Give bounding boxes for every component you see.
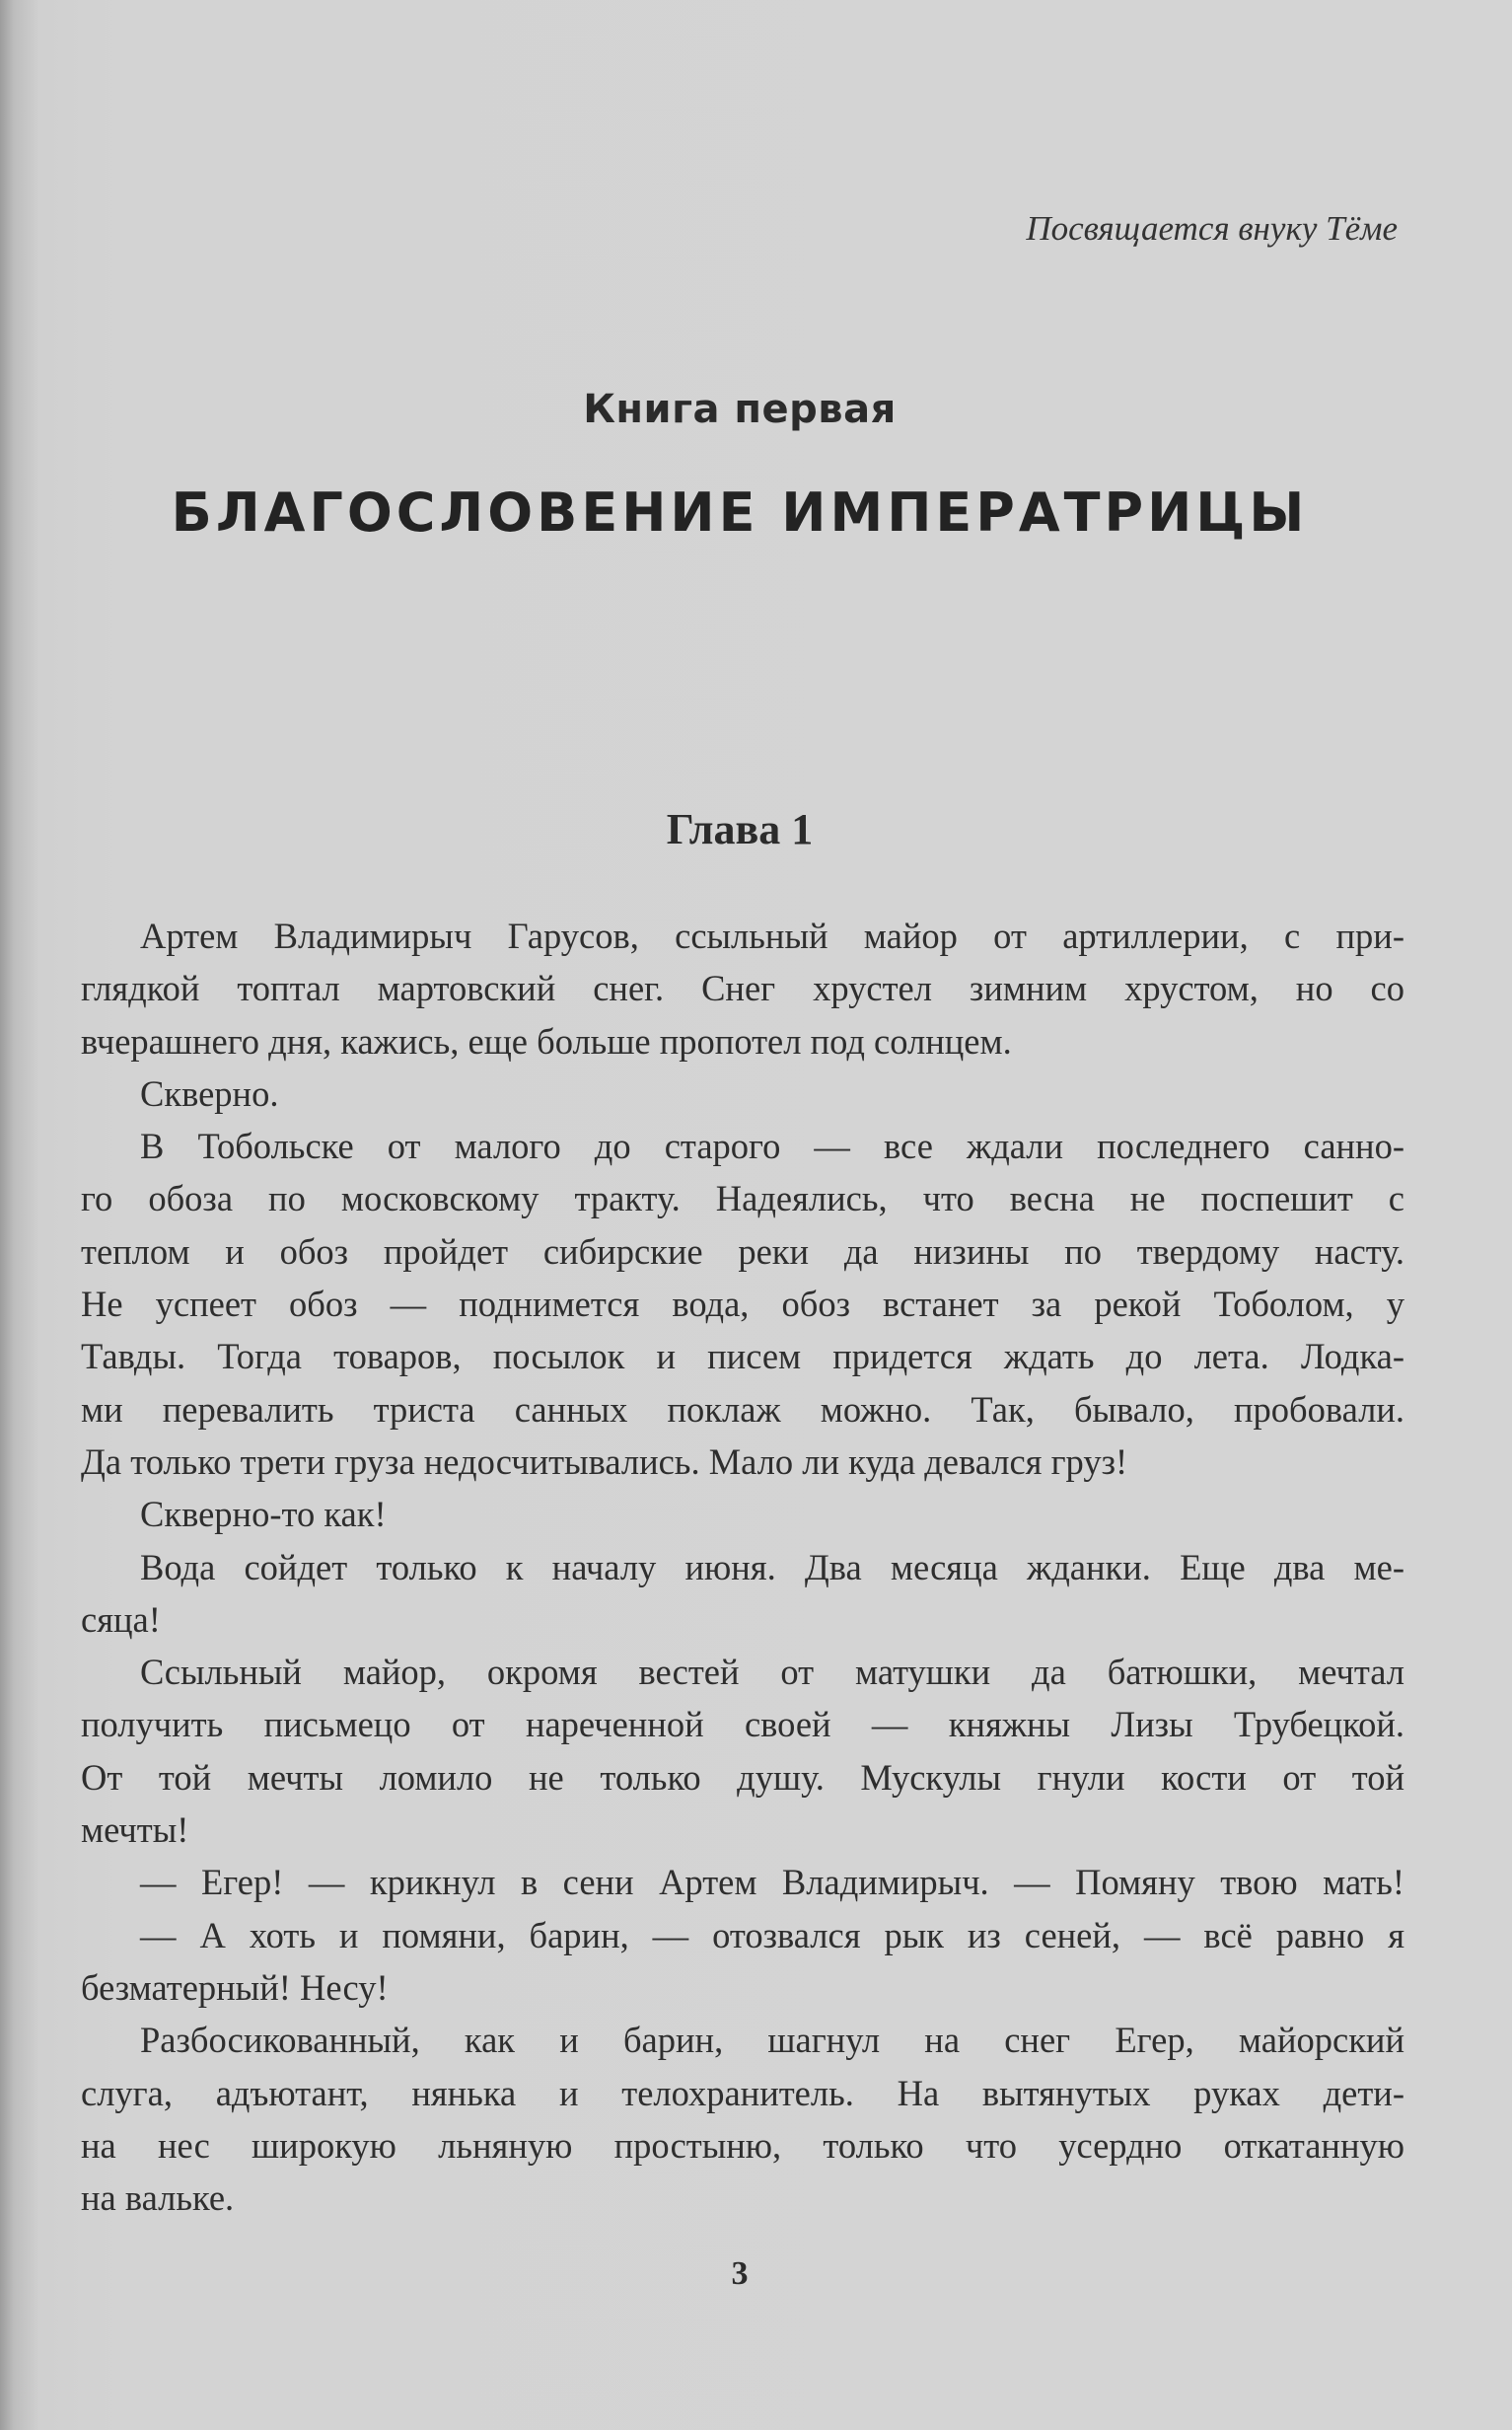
- text-line: слуга, адъютант, нянька и телохранитель. На вытянутых руках дети-: [81, 2072, 1404, 2113]
- text-line: теплом и обоз пройдет сибирские реки да низины по твердому насту.: [81, 1230, 1404, 1272]
- text-line: Да только трети груза недосчитывались. Мало ли куда девался груз!: [81, 1440, 1128, 1482]
- text-line: Не успеет обоз — поднимется вода, обоз встанет за рекой Тоболом, у: [81, 1284, 1404, 1325]
- chapter-title: Глава 1: [666, 805, 814, 853]
- body-text: [81, 910, 1404, 2224]
- text-line: Артем Владимирыч Гарусов, ссыльный майор от артиллерии, с при-: [140, 916, 1404, 956]
- text-line: Скверно-то как!: [140, 1494, 387, 1535]
- text-line: безматерный! Несу!: [81, 1966, 389, 2008]
- page-number: 3: [731, 2255, 749, 2292]
- text-line: вчерашнего дня, кажись, еще больше пропотел под солнцем.: [81, 1020, 1012, 1062]
- text-line: Разбосикованный, как и барин, шагнул на снег Егер, майорский: [140, 2020, 1404, 2061]
- text-line: — Егер! — крикнул в сени Артем Владимирыч. — Помяну твою мать!: [140, 1862, 1404, 1903]
- text-line: го обоза по московскому тракту. Надеялись, что весна не поспешит с: [81, 1178, 1404, 1219]
- text-line: Тавды. Тогда товаров, посылок и писем придется ждать до лета. Лодка-: [81, 1336, 1404, 1377]
- book-title: БЛАГОСЛОВЕНИЕ ИМПЕРАТРИЦЫ: [171, 481, 1309, 544]
- text-line: на вальке.: [81, 2177, 235, 2219]
- text-line: От той мечты ломило не только душу. Мускулы гнули кости от той: [81, 1756, 1404, 1798]
- text-line: на нес широкую льняную простыню, только что усердно откатанную: [81, 2124, 1404, 2166]
- text-line: Скверно.: [140, 1072, 279, 1114]
- text-line: сяца!: [81, 1598, 161, 1640]
- text-line: Вода сойдет только к началу июня. Два месяца жданки. Еще два ме-: [140, 1546, 1404, 1587]
- text-line: — А хоть и помяни, барин, — отозвался рык из сеней, — всё равно я: [140, 1914, 1404, 1955]
- text-line: Ссыльный майор, окромя вестей от матушки да батюшки, мечтал: [140, 1652, 1404, 1693]
- book-label: Книга первая: [583, 387, 897, 432]
- text-line: мечты!: [81, 1809, 189, 1851]
- dedication: Посвящается внуку Тёме: [1026, 209, 1398, 248]
- text-line: получить письмецо от нареченной своей — княжны Лизы Трубецкой.: [81, 1704, 1404, 1745]
- text-line: глядкой топтал мартовский снег. Снег хрустел зимним хрустом, но со: [81, 968, 1404, 1009]
- text-line: В Тобольске от малого до старого — все ждали последнего санно-: [140, 1126, 1404, 1167]
- text-line: ми перевалить триста санных поклаж можно. Так, бывало, пробовали.: [81, 1388, 1404, 1430]
